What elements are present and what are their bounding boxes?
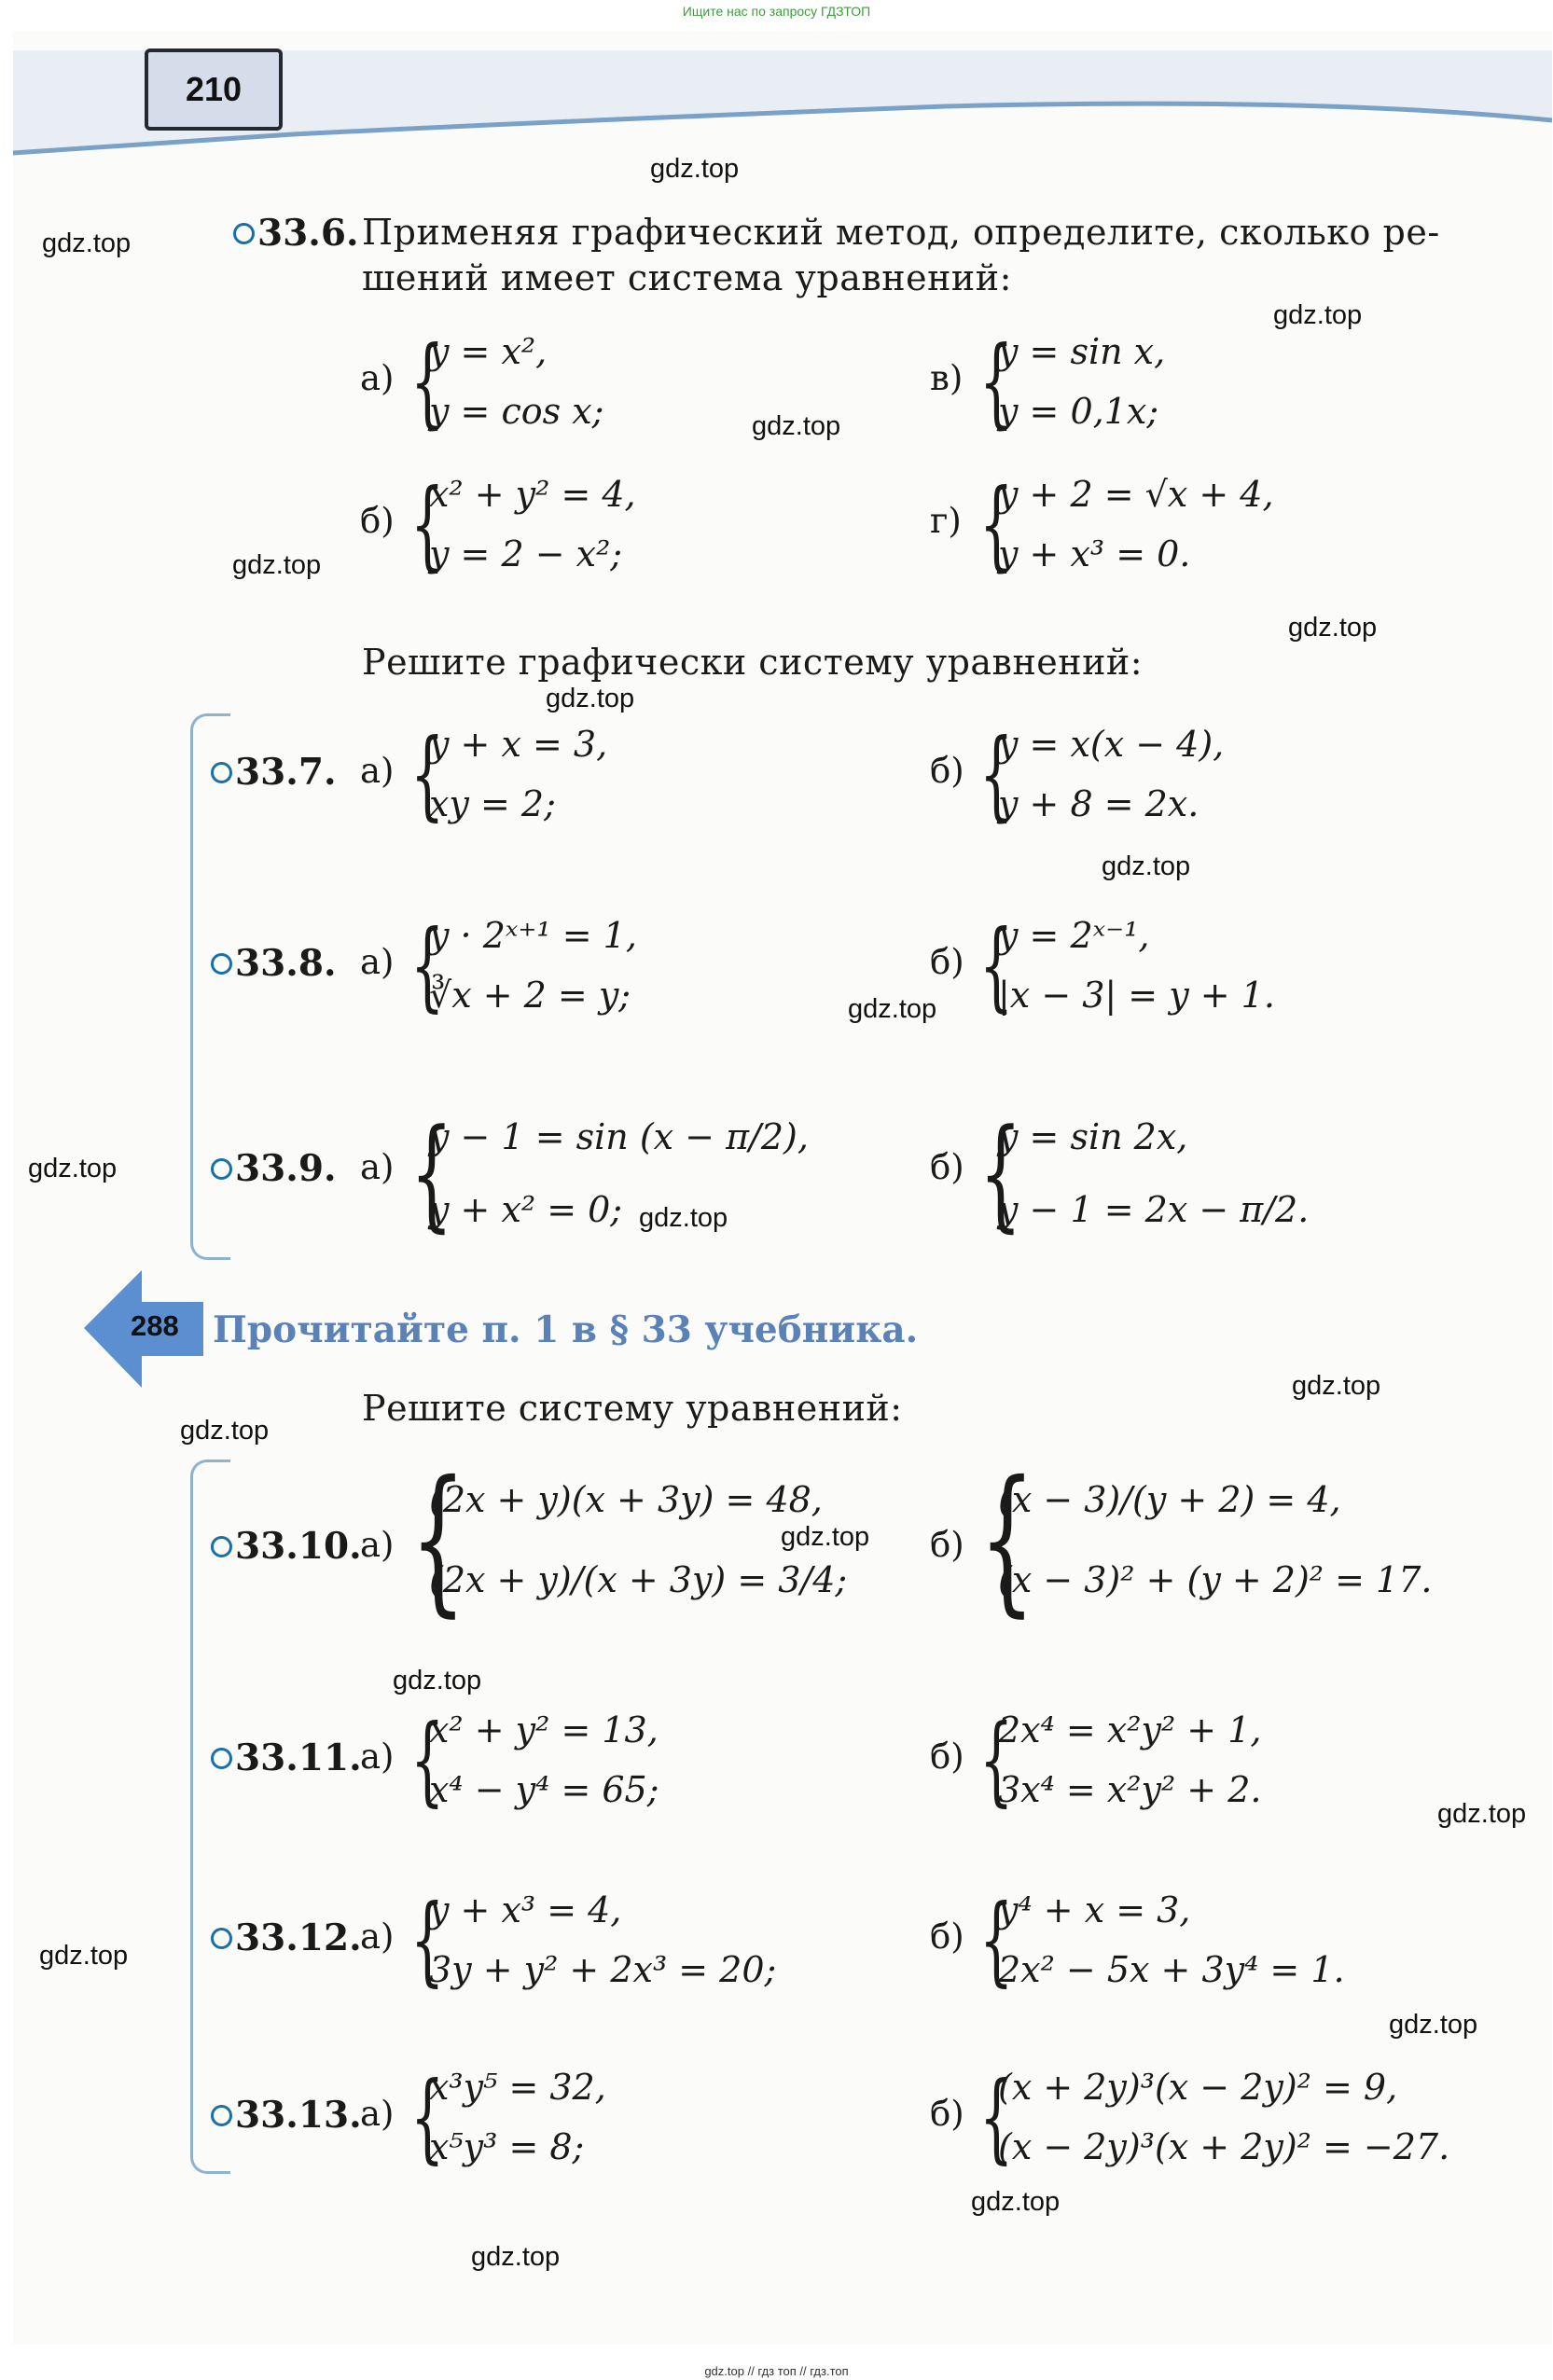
equation-system: { (x + 2y)³(x − 2y)² = 9, (x − 2y)³(x + 2y)² = −27. (979, 2057, 1449, 2177)
watermark: gdz.top (1389, 2010, 1478, 2040)
top-note: Ищите нас по запросу ГДЗТОП (682, 4, 871, 19)
equation: x² + y² = 4, (429, 474, 636, 515)
page-number: 210 (145, 48, 283, 131)
watermark: gdz.top (471, 2242, 561, 2272)
problem-number: 33.6. (233, 212, 359, 255)
reference-number: 288 (131, 1309, 179, 1342)
equation-system: { y⁴ + x = 3, 2x² − 5x + 3y⁴ = 1. (979, 1880, 1345, 1999)
part-label: а) (360, 358, 395, 398)
equation-system: { 2x⁴ = x²y² + 1, 3x⁴ = x²y² + 2. (979, 1700, 1261, 1820)
equation: xy = 2; (429, 783, 556, 824)
equation-system: { x² + y² = 13, x⁴ − y⁴ = 65; (410, 1700, 659, 1820)
watermark: gdz.top (546, 684, 635, 713)
equation-system: { x² + y² = 4, y = 2 − x²; (410, 464, 636, 584)
equation: 3y + y² + 2x³ = 20; (429, 1949, 777, 1990)
watermark: gdz.top (39, 1941, 129, 1971)
equation: y⁴ + x = 3, (998, 1889, 1191, 1930)
equation: y + x² = 0; (429, 1189, 623, 1230)
equation: y = x², (429, 331, 548, 372)
equation: |x − 3| = y + 1. (998, 975, 1275, 1016)
watermark: gdz.top (1437, 1799, 1527, 1829)
equation: y = sin 2x, (998, 1116, 1188, 1157)
equation-system: { y = sin x, y = 0,1x; (979, 322, 1165, 441)
equation-system: { (2x + y)(x + 3y) = 48, (2x + y)/(x + 3y) = 3/4; (410, 1447, 848, 1632)
watermark: gdz.top (650, 154, 740, 184)
equation: y · 2ˣ⁺¹ = 1, (429, 915, 637, 956)
problem-number: 33.7. (211, 751, 337, 794)
equation: (2x + y)/(x + 3y) = 3/4; (429, 1559, 848, 1600)
equation: y = cos x; (429, 391, 604, 432)
equation: y + x³ = 4, (429, 1889, 622, 1930)
circle-icon (211, 953, 232, 975)
equation: y = x(x − 4), (998, 724, 1225, 765)
part-label: б) (930, 2094, 964, 2134)
equation-system: { y = 2ˣ⁻¹, |x − 3| = y + 1. (979, 906, 1275, 1025)
circle-icon (211, 762, 232, 783)
part-label: а) (360, 2094, 395, 2134)
part-label: б) (930, 1147, 964, 1187)
part-label: б) (930, 1525, 964, 1565)
circle-icon (211, 2105, 232, 2126)
watermark: gdz.top (971, 2187, 1061, 2217)
section-heading: Решите систему уравнений: (362, 1388, 903, 1429)
equation-system: { x³y⁵ = 32, x⁵y³ = 8; (410, 2057, 606, 2177)
equation-system: { y + x³ = 4, 3y + y² + 2x³ = 20; (410, 1880, 776, 1999)
equation: y − 1 = sin (x − π/2), (429, 1116, 809, 1157)
watermark: gdz.top (28, 1154, 118, 1183)
section-heading: Решите графически систему уравнений: (362, 642, 1144, 683)
watermark: gdz.top (180, 1416, 270, 1446)
part-label: а) (360, 1737, 395, 1777)
problem-number: 33.13. (211, 2094, 362, 2137)
equation: 2x⁴ = x²y² + 1, (998, 1709, 1262, 1750)
circle-icon (211, 1748, 232, 1769)
watermark: gdz.top (1273, 300, 1363, 330)
equation: (x − 3)/(y + 2) = 4, (998, 1479, 1341, 1520)
bottom-note: gdz.top // гдз топ // гдз.топ (704, 2364, 849, 2378)
circle-icon (233, 223, 255, 244)
equation-system: { y = sin 2x, y − 1 = 2x − π/2. (979, 1102, 1310, 1244)
problem-number: 33.11. (211, 1737, 362, 1779)
circle-icon (211, 1158, 232, 1180)
part-label: а) (360, 1147, 395, 1187)
equation: y = 2 − x²; (429, 533, 623, 574)
watermark: gdz.top (639, 1203, 728, 1233)
circle-icon (211, 1536, 232, 1557)
equation: x⁵y³ = 8; (429, 2126, 585, 2167)
part-label: а) (360, 1916, 395, 1957)
equation: (2x + y)(x + 3y) = 48, (429, 1479, 823, 1520)
equation: y = 2ˣ⁻¹, (998, 915, 1150, 956)
problem-number: 33.8. (211, 942, 337, 985)
problem-text: шений имеет система уравнений: (362, 257, 1012, 298)
equation-system: { y − 1 = sin (x − π/2), y + x² = 0; (410, 1102, 809, 1244)
equation: y + 2 = √x + 4, (998, 474, 1274, 515)
equation: x³y⁵ = 32, (429, 2067, 606, 2108)
problem-number: 33.9. (211, 1147, 337, 1190)
watermark: gdz.top (848, 994, 937, 1024)
watermark: gdz.top (1288, 613, 1378, 643)
equation-system: { y = x², y = cos x; (410, 322, 603, 441)
part-label: б) (930, 1737, 964, 1777)
equation: y = sin x, (998, 331, 1166, 372)
watermark: gdz.top (1102, 851, 1191, 881)
equation: (x − 2y)³(x + 2y)² = −27. (998, 2126, 1450, 2167)
equation: (x − 3)² + (y + 2)² = 17. (998, 1559, 1433, 1600)
equation-system: { y = x(x − 4), y + 8 = 2x. (979, 714, 1224, 834)
equation-system: { y · 2ˣ⁺¹ = 1, ∛x + 2 = y; (410, 906, 637, 1025)
equation: (x + 2y)³(x − 2y)² = 9, (998, 2067, 1398, 2108)
equation: x⁴ − y⁴ = 65; (429, 1769, 659, 1810)
equation: 3x⁴ = x²y² + 2. (998, 1769, 1262, 1810)
part-label: б) (930, 942, 964, 982)
equation: y + x = 3, (429, 724, 608, 765)
part-label: г) (930, 501, 962, 541)
part-label: а) (360, 751, 395, 791)
equation: y + x³ = 0. (998, 533, 1191, 574)
watermark: gdz.top (393, 1666, 482, 1695)
watermark: gdz.top (752, 411, 841, 441)
part-label: б) (360, 501, 395, 541)
circle-icon (211, 1928, 232, 1949)
watermark: gdz.top (1292, 1371, 1381, 1401)
reference-text: Прочитайте п. 1 в § 33 учебника. (213, 1308, 919, 1351)
problem-number: 33.10. (211, 1525, 362, 1568)
equation: ∛x + 2 = y; (429, 975, 631, 1016)
problem-text: Применяя графический метод, определите, сколько ре- (362, 212, 1440, 253)
equation: 2x² − 5x + 3y⁴ = 1. (998, 1949, 1345, 1990)
equation: y = 0,1x; (998, 391, 1159, 432)
equation-system: { (x − 3)/(y + 2) = 4, (x − 3)² + (y + 2)² = 17. (979, 1447, 1433, 1632)
part-label: б) (930, 751, 964, 791)
equation: y + 8 = 2x. (998, 783, 1199, 824)
part-label: а) (360, 1525, 395, 1565)
watermark: gdz.top (232, 550, 322, 580)
watermark: gdz.top (781, 1522, 870, 1552)
problem-number: 33.12. (211, 1916, 362, 1959)
equation: x² + y² = 13, (429, 1709, 659, 1750)
part-label: а) (360, 942, 395, 982)
equation: y − 1 = 2x − π/2. (998, 1189, 1310, 1230)
part-label: б) (930, 1916, 964, 1957)
part-label: в) (930, 358, 964, 398)
equation-system: { y + 2 = √x + 4, y + x³ = 0. (979, 464, 1274, 584)
watermark: gdz.top (42, 228, 132, 258)
equation-system: { y + x = 3, xy = 2; (410, 714, 607, 834)
